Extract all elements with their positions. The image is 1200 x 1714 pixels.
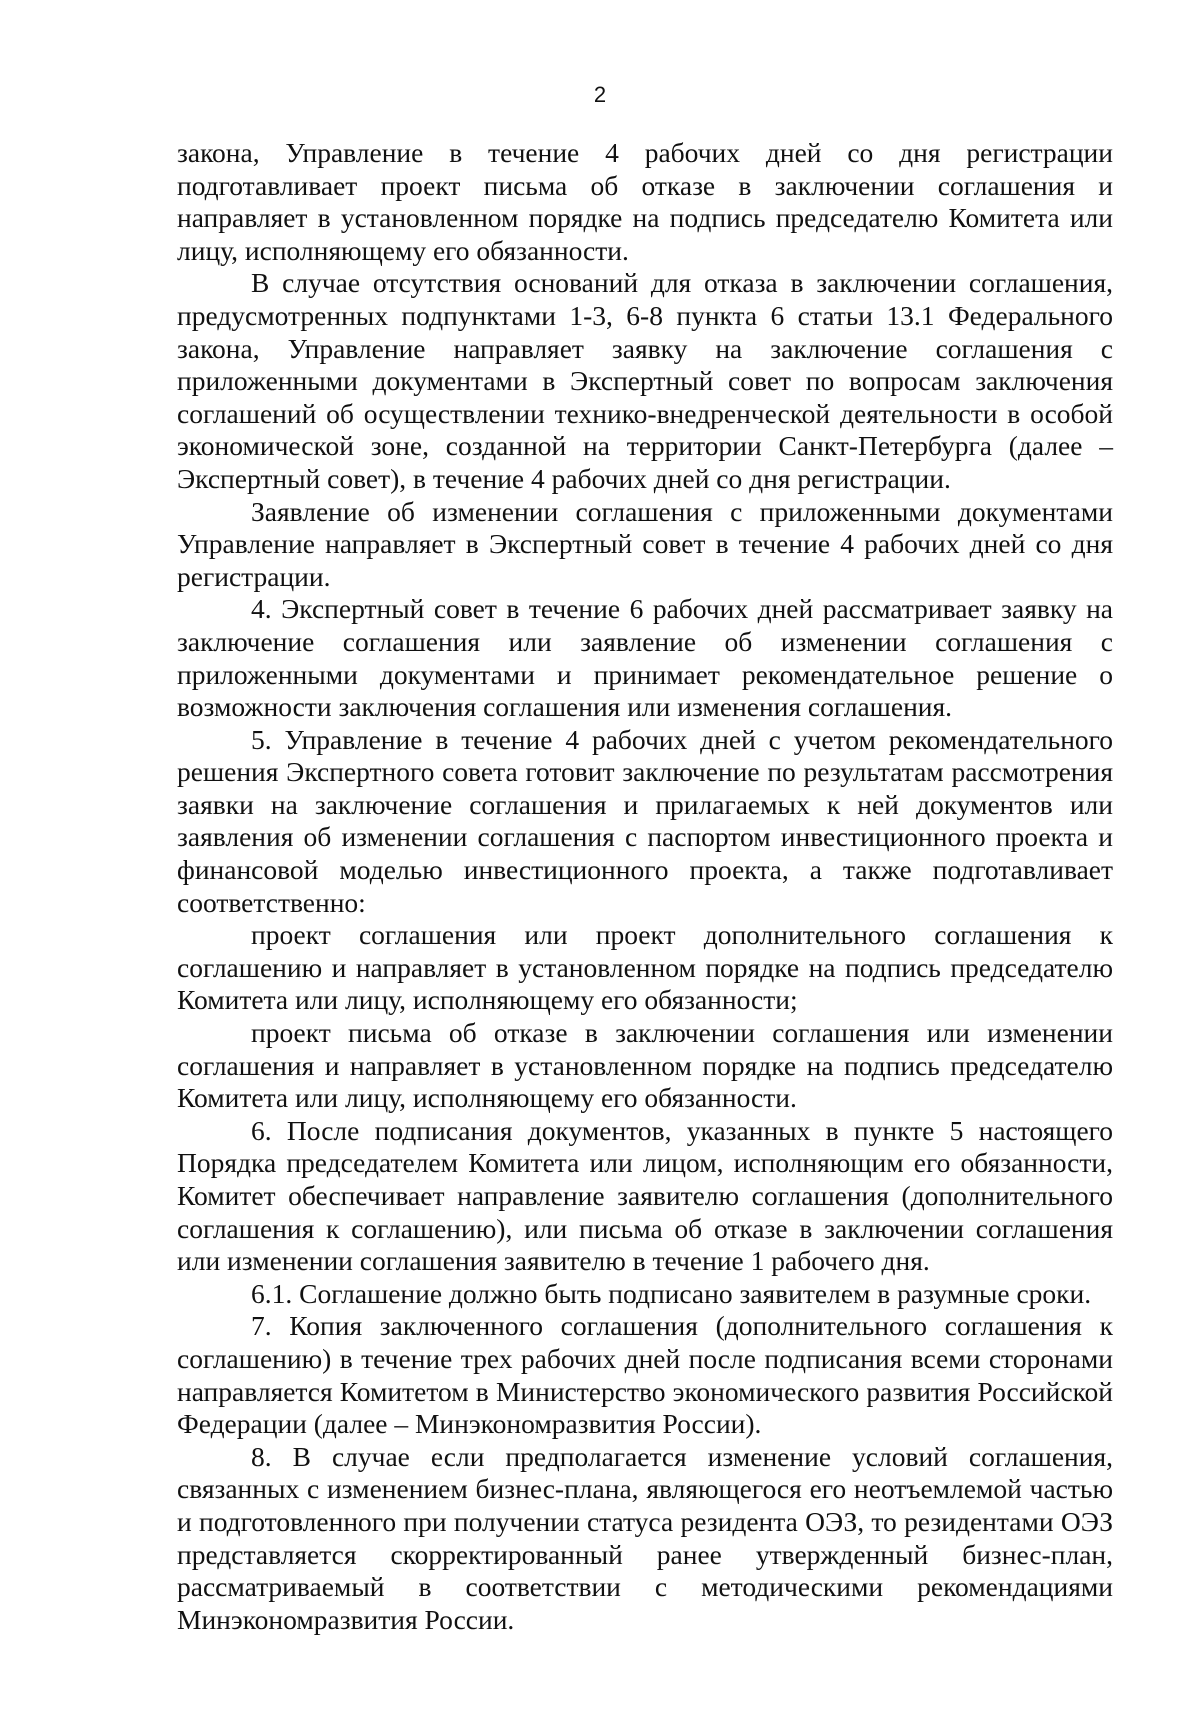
paragraph-item-6: 6. После подписания документов, указанных в пункте 5 настоящего Порядка председателем Комитета или лицом, исполняющим его обязанности, Комитет обеспечивает направление заявителю соглашения (дополнительного соглашения к соглашению), или письма об отказе в заключении соглашения или изменении соглашения заявителю в течение 1 рабочего дня. bbox=[177, 1114, 1113, 1277]
paragraph-item-5-draft-agreement: проект соглашения или проект дополнительного соглашения к соглашению и направляет в установленном порядке на подпись председателю Комитета или лицу, исполняющему его обязанности; bbox=[177, 919, 1113, 1016]
document-body bbox=[177, 137, 1113, 1636]
paragraph-item-8: 8. В случае если предполагается изменение условий соглашения, связанных с изменением бизнес-плана, являющегося его неотъемлемой частью и подготовленного при получении статуса резидента ОЭЗ, то резидентами ОЭЗ представляется скорректированный ранее утвержденный бизнес-план, рассматриваемый в соответствии с методическими рекомендациями Минэкономразвития России. bbox=[177, 1440, 1113, 1635]
paragraph-item-7: 7. Копия заключенного соглашения (дополнительного соглашения к соглашению) в течение трех рабочих дней после подписания всеми сторонами направляется Комитетом в Министерство экономического развития Российской Федерации (далее – Минэкономразвития России). bbox=[177, 1310, 1113, 1440]
paragraph-item-5: 5. Управление в течение 4 рабочих дней с учетом рекомендательного решения Экспертного совета готовит заключение по результатам рассмотрения заявки на заключение соглашения и прилагаемых к ней документов или заявления об изменении соглашения с паспортом инвестиционного проекта и финансовой моделью инвестиционного проекта, а также подготавливает соответственно: bbox=[177, 723, 1113, 918]
paragraph-change-application: Заявление об изменении соглашения с приложенными документами Управление направляет в Экспертный совет в течение 4 рабочих дней со дня регистрации. bbox=[177, 495, 1113, 592]
paragraph-continuation: закона, Управление в течение 4 рабочих дней со дня регистрации подготавливает проект письма об отказе в заключении соглашения и направляет в установленном порядке на подпись председателю Комитета или лицу, исполняющему его обязанности. bbox=[177, 137, 1113, 266]
paragraph-item-5-refusal-letter: проект письма об отказе в заключении соглашения или изменении соглашения и направляет в установленном порядке на подпись председателю Комитета или лицу, исполняющему его обязанности. bbox=[177, 1017, 1113, 1114]
paragraph-item-6-1: 6.1. Соглашение должно быть подписано заявителем в разумные сроки. bbox=[251, 1277, 1092, 1309]
paragraph-item-4: 4. Экспертный совет в течение 6 рабочих дней рассматривает заявку на заключение соглашения или заявление об изменении соглашения с приложенными документами и принимает рекомендательное решение о возможности заключения соглашения или изменения соглашения. bbox=[177, 593, 1113, 723]
paragraph-no-grounds: В случае отсутствия оснований для отказа в заключении соглашения, предусмотренных подпунктами 1-3, 6-8 пункта 6 статьи 13.1 Федерального закона, Управление направляет заявку на заключение соглашения с приложенными документами в Экспертный совет по вопросам заключения соглашений об осуществлении технико-внедренческой деятельности в особой экономической зоне, созданной на территории Санкт-Петербурга (далее – Экспертный совет), в течение 4 рабочих дней со дня регистрации. bbox=[177, 267, 1113, 494]
page-number: 2 bbox=[593, 82, 607, 107]
